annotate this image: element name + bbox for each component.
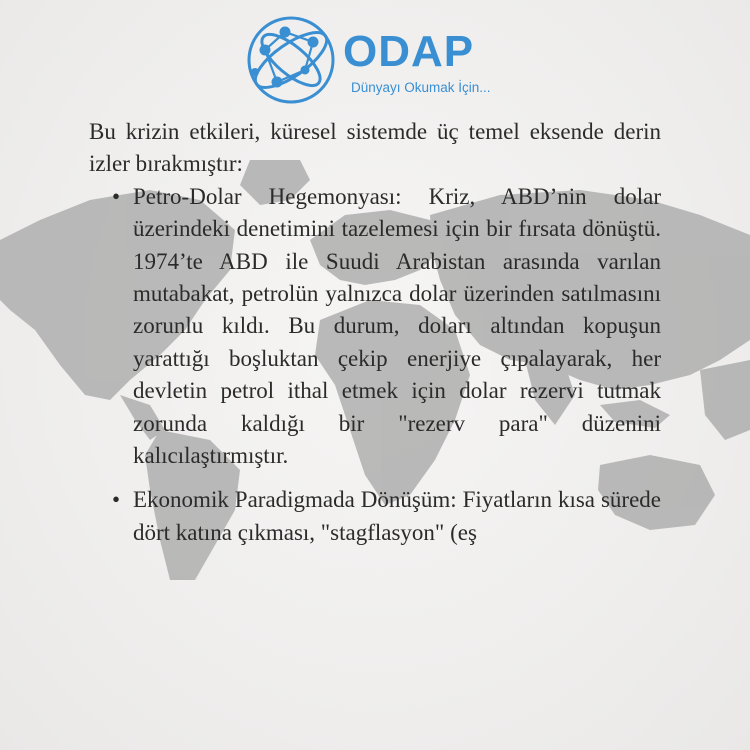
bullet-dot: • bbox=[112, 183, 121, 209]
logo-tagline: Dünyayı Okumak İçin... bbox=[351, 80, 491, 95]
bullet-item-petro-dolar bbox=[89, 181, 661, 473]
bullet-item-ekonomik-paradigma bbox=[89, 484, 661, 549]
intro-paragraph: Bu krizin etkileri, küresel sistemde üç temel eksende derin izler bırakmıştır: bbox=[89, 119, 661, 177]
bullet-text: Ekonomik Paradigmada Dönüşüm: Fiyatların kısa sürede dört katına çıkması, "stagflasyon" (eş bbox=[133, 487, 661, 545]
logo-emblem-icon bbox=[243, 12, 339, 108]
bullet-dot: • bbox=[112, 487, 121, 513]
bullet-list bbox=[89, 181, 661, 549]
article-body bbox=[89, 116, 661, 549]
map-right-edge bbox=[700, 360, 750, 440]
odap-logo bbox=[243, 12, 523, 110]
logo-wordmark: ODAP bbox=[343, 27, 475, 76]
bullet-text: Petro-Dolar Hegemonyası: Kriz, ABD’nin dolar üzerindeki denetimini tazelemesi için bir fırsata dönüştü. 1974’te ABD ile Suudi Arabistan arasında varılan mutabakat, petrolün yalnızca dolar üzerinden satılmasını zorunlu kıldı. Bu durum, doları altından kopuşun yarattığı boşluktan çekip enerjiye çıpalayarak, her devletin petrol ithal etmek için dolar rezervi tutmak zorunda kaldığı bir "rezerv para" düzenini kalıcılaştırmıştır. bbox=[133, 183, 661, 469]
